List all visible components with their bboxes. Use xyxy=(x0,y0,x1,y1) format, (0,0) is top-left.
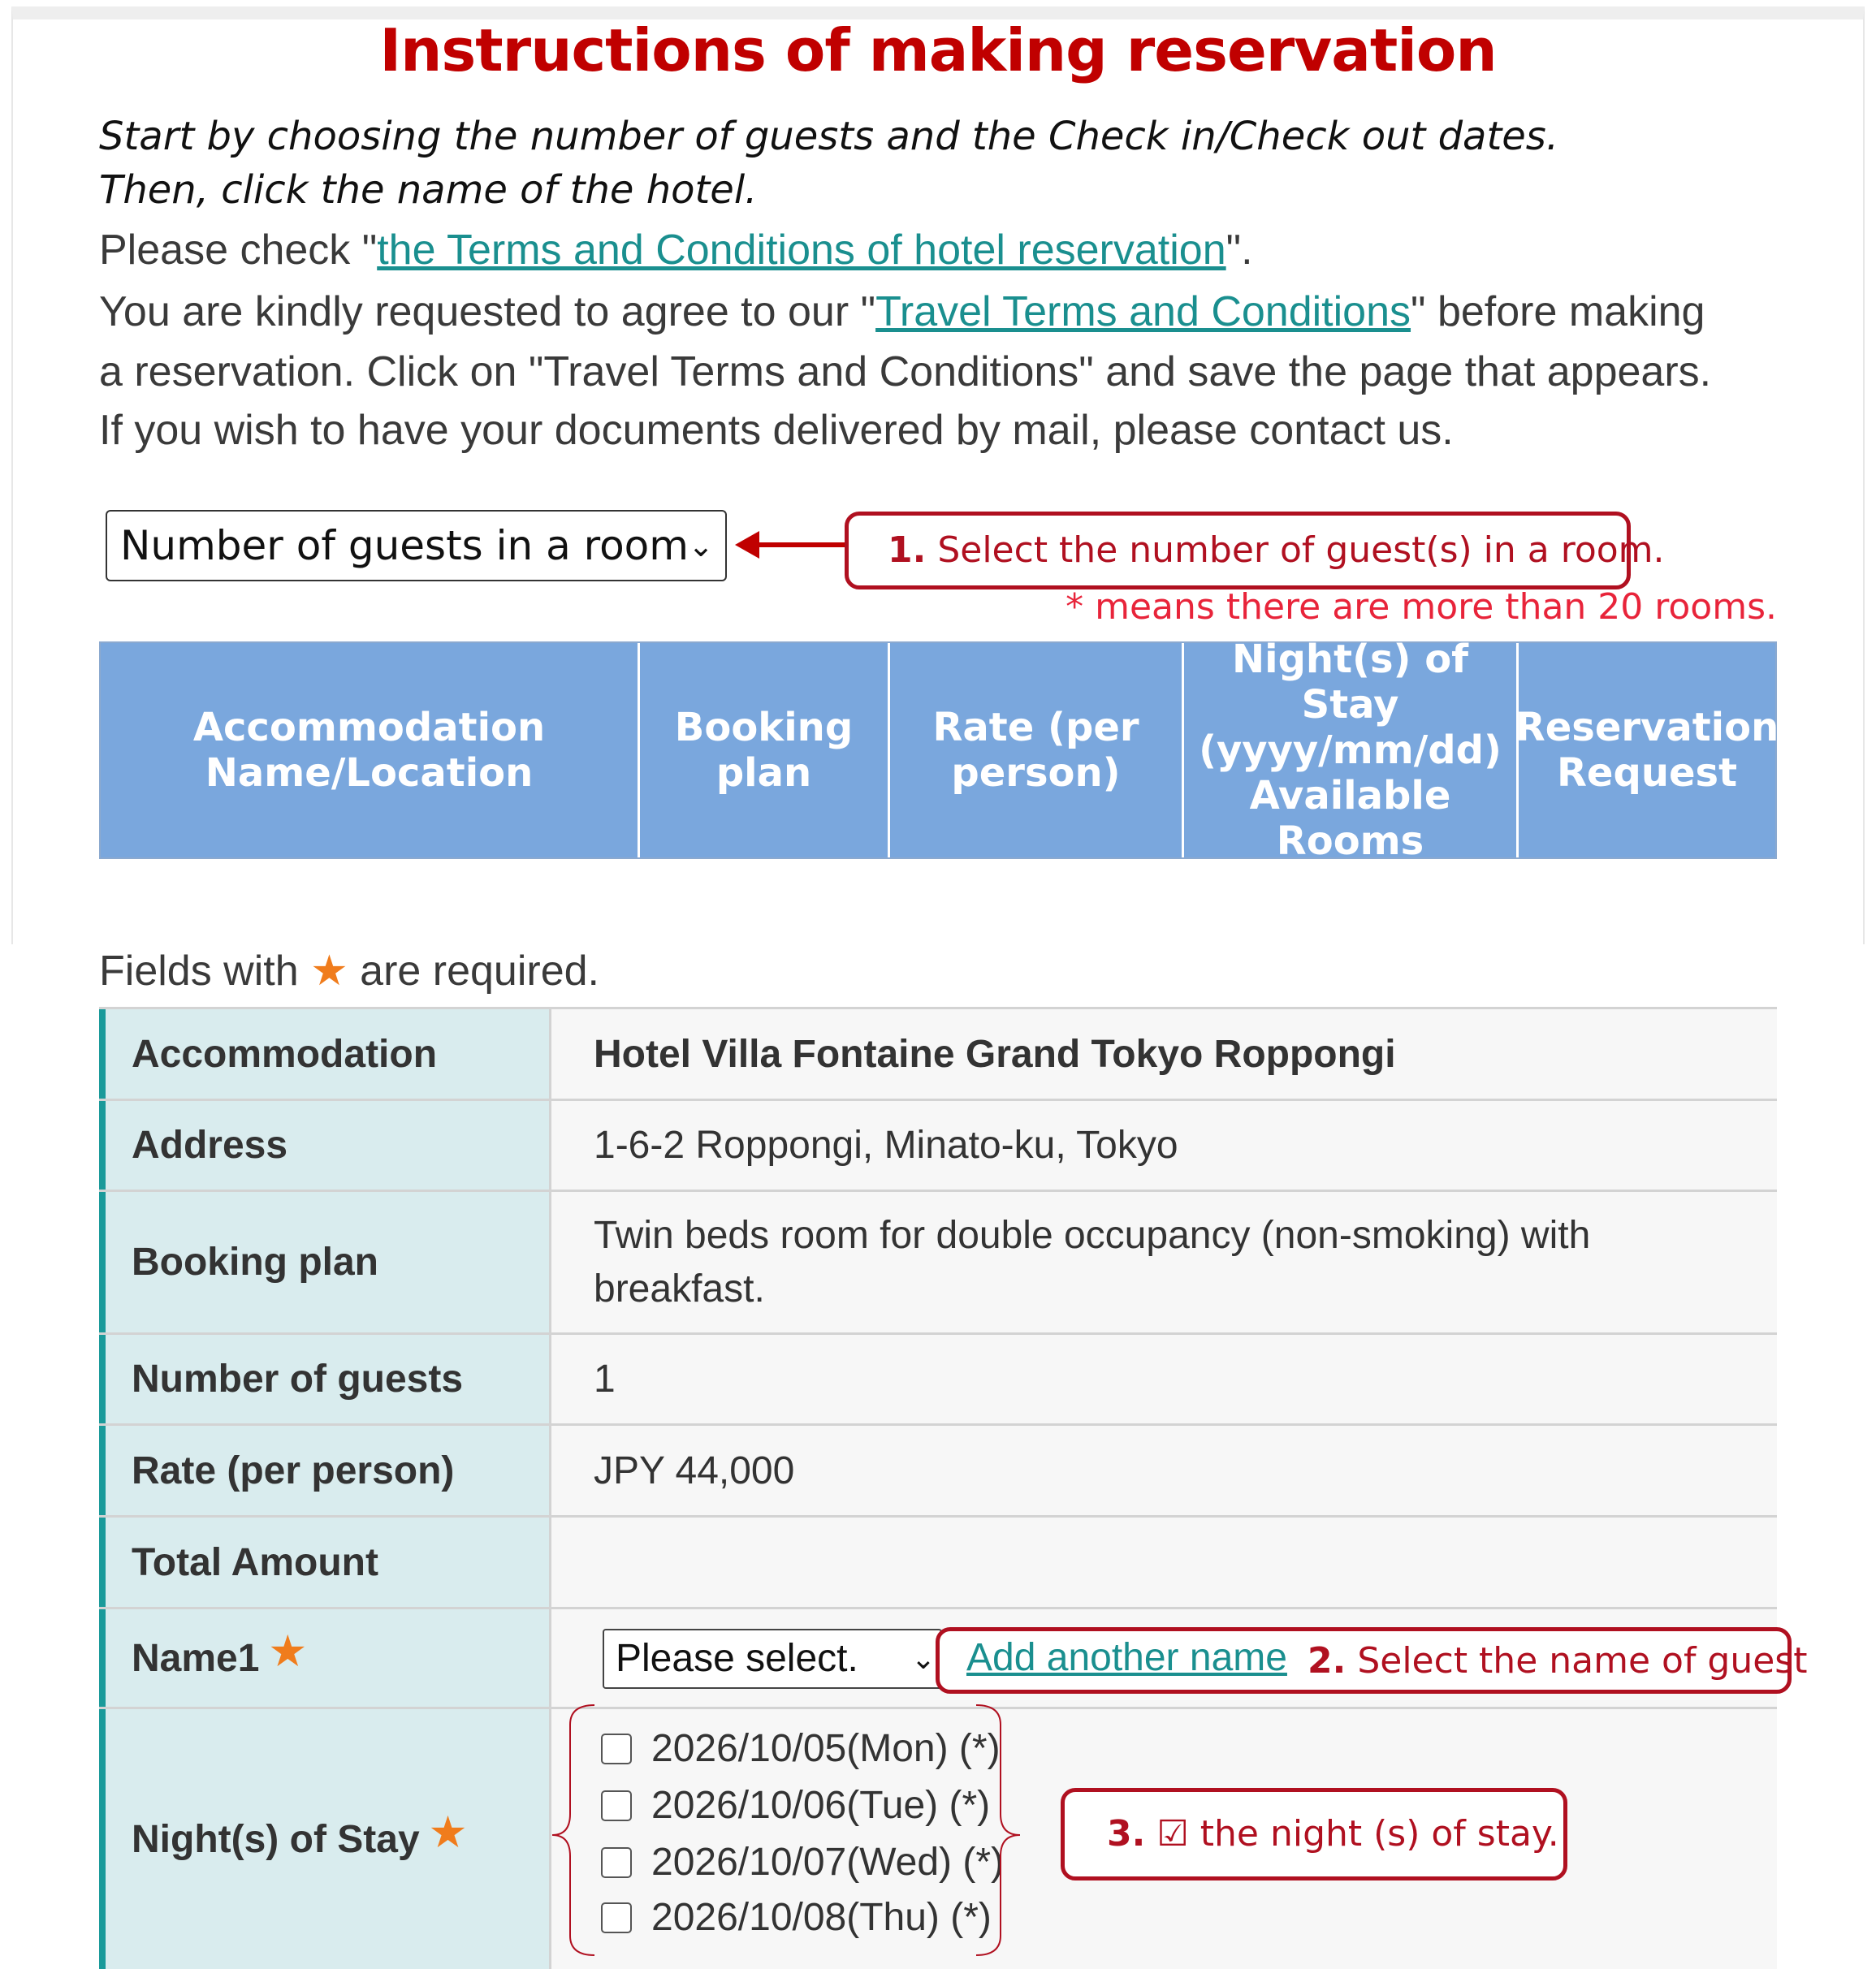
guest-name-value: Please select. xyxy=(616,1637,858,1680)
left-brace xyxy=(552,1705,594,1955)
night-option-label: 2026/10/06(Tue) (*) xyxy=(651,1784,991,1827)
accommodation-label: Accommodation xyxy=(99,1009,549,1099)
travel-prefix: You are kindly requested to agree to our " xyxy=(99,288,876,335)
chevron-down-icon: ⌄ xyxy=(688,528,714,563)
header-nights: Night(s) of Stay (yyyy/mm/dd) Available Rooms xyxy=(1184,643,1519,857)
required-star-icon: ★ xyxy=(270,1630,305,1673)
callout-3-number: 3. xyxy=(1107,1813,1146,1855)
guests-value: 1 xyxy=(549,1335,1777,1423)
night-option-label: 2026/10/07(Wed) (*) xyxy=(651,1841,1005,1884)
guest-count-select[interactable] xyxy=(106,510,727,581)
name1-label: Name1 xyxy=(132,1636,260,1680)
travel-terms-line xyxy=(99,287,1705,336)
nights-label-cell xyxy=(99,1709,549,1969)
rate-label: Rate (per person) xyxy=(99,1426,549,1515)
brace-annotation xyxy=(546,1700,1049,1960)
terms-suffix: ". xyxy=(1225,227,1253,274)
add-another-name-link[interactable]: Add another name xyxy=(966,1636,1287,1679)
form-row-rate xyxy=(99,1426,1777,1518)
guest-count-value: Number of guests in a room xyxy=(120,522,689,569)
fields-suffix: are required. xyxy=(348,948,599,995)
travel-suffix: " before making xyxy=(1411,288,1705,335)
name1-label-cell xyxy=(99,1609,549,1707)
header-reservation: Reservation Request xyxy=(1515,705,1779,796)
chevron-down-icon: ⌄ xyxy=(910,1642,936,1675)
form-row-guests xyxy=(99,1335,1777,1426)
callout-step-3 xyxy=(1061,1788,1567,1880)
booking-plan-label: Booking plan xyxy=(99,1192,549,1332)
night-option-label: 2026/10/08(Thu) (*) xyxy=(651,1896,992,1939)
intro-line-1: Start by choosing the number of guests and the Check in/Check out dates. xyxy=(99,114,1559,159)
form-row-booking-plan xyxy=(99,1192,1777,1335)
form-row-total xyxy=(99,1518,1777,1609)
terms-prefix: Please check " xyxy=(99,227,378,274)
fields-prefix: Fields with xyxy=(99,948,311,995)
required-star-icon: ★ xyxy=(430,1811,466,1855)
hotel-terms-link[interactable]: the Terms and Conditions of hotel reservation xyxy=(377,227,1226,274)
form-row-accommodation xyxy=(99,1009,1777,1101)
header-booking-plan: Booking plan xyxy=(640,643,890,857)
guests-label: Number of guests xyxy=(99,1335,549,1423)
accommodation-value: Hotel Villa Fontaine Grand Tokyo Roppongi xyxy=(549,1009,1777,1099)
callout-1-text: Select the number of guest(s) in a room. xyxy=(926,529,1665,571)
travel-line-2: a reservation. Click on "Travel Terms and Conditions" and save the page that appears. xyxy=(99,348,1712,395)
header-rate: Rate (per person) xyxy=(890,643,1184,857)
night-option-label: 2026/10/05(Mon) (*) xyxy=(651,1727,1001,1770)
required-fields-note xyxy=(99,947,599,995)
total-value xyxy=(549,1518,1777,1607)
travel-terms-link[interactable]: Travel Terms and Conditions xyxy=(875,288,1411,335)
rooms-note: * means there are more than 20 rooms. xyxy=(1066,586,1777,628)
terms-line xyxy=(99,226,1253,274)
name-link-line xyxy=(966,1635,1287,1680)
intro-line-2: Then, click the name of the hotel. xyxy=(99,167,758,213)
address-label: Address xyxy=(99,1101,549,1190)
callout-step-1 xyxy=(845,512,1665,589)
address-value: 1-6-2 Roppongi, Minato-ku, Tokyo xyxy=(549,1101,1777,1190)
arrow-shaft xyxy=(741,542,845,547)
travel-line-3: If you wish to have your documents delivered by mail, please contact us. xyxy=(99,407,1454,454)
callout-step-2-text xyxy=(1308,1640,1807,1682)
callout-2-label: Select the name of guest xyxy=(1346,1640,1808,1682)
required-star-icon: ★ xyxy=(310,948,348,995)
form-row-address xyxy=(99,1101,1777,1192)
callout-1-number: 1. xyxy=(888,529,927,571)
guest-name-select[interactable] xyxy=(603,1629,942,1689)
callout-2-number: 2. xyxy=(1308,1640,1346,1682)
booking-plan-value: Twin beds room for double occupancy (non-smoking) with breakfast. xyxy=(549,1192,1777,1332)
right-brace xyxy=(976,1705,1020,1955)
callout-3-text: the night (s) of stay. xyxy=(1188,1813,1559,1855)
results-table-header xyxy=(99,637,1779,864)
rate-value: JPY 44,000 xyxy=(549,1426,1777,1515)
header-accommodation: Accommodation Name/Location xyxy=(101,643,640,857)
checkbox-icon: ☑ xyxy=(1156,1813,1189,1855)
nights-label: Night(s) of Stay xyxy=(132,1817,420,1861)
page-title: Instructions of making reservation xyxy=(379,16,1497,84)
total-label: Total Amount xyxy=(99,1518,549,1607)
